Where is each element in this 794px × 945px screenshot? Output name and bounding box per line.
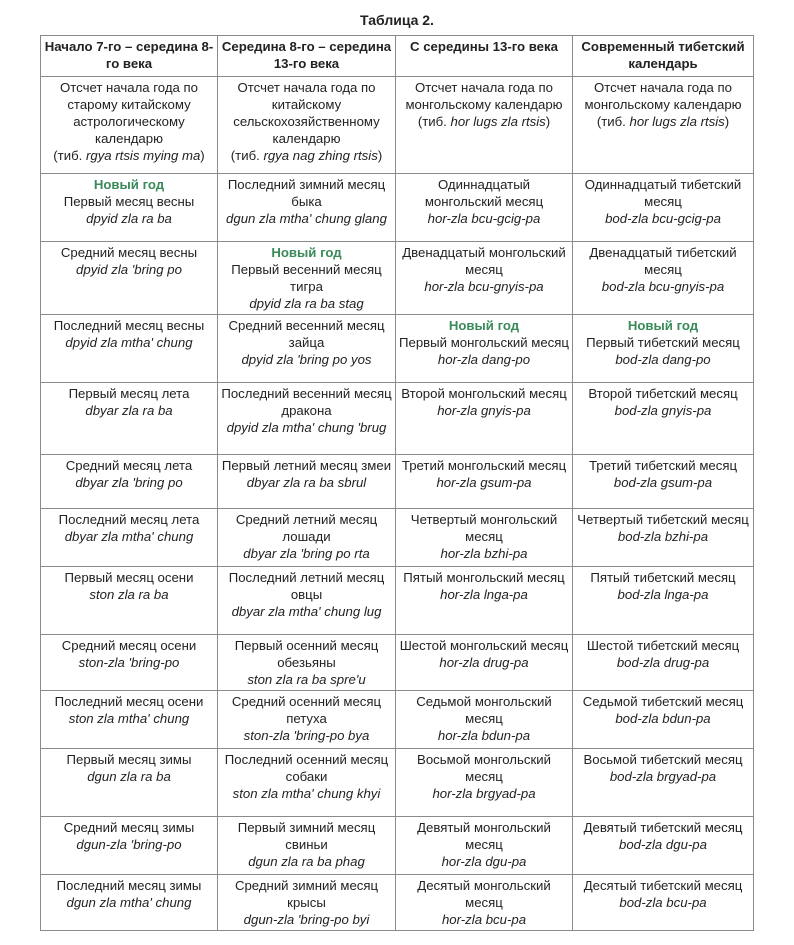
table-cell bbox=[218, 509, 396, 567]
cell-text: Первый месяц весны bbox=[63, 194, 195, 209]
cell-text: Четвертый тибетский месяц bbox=[577, 512, 749, 527]
cell-text: Двенадцатый тибетский месяц bbox=[589, 245, 737, 277]
cell-translit: hor-zla bdun-pa bbox=[437, 728, 531, 743]
cell-text: Первый месяц лета bbox=[68, 386, 190, 401]
cell-text: Шестой монгольский месяц bbox=[399, 638, 569, 653]
table-cell bbox=[396, 875, 573, 931]
table-cell bbox=[396, 817, 573, 875]
cell-translit: hor-zla drug-pa bbox=[439, 655, 529, 670]
cell-translit: dpyid zla mtha' chung bbox=[65, 335, 193, 350]
table-row bbox=[41, 242, 754, 315]
new-year-label: Новый год bbox=[271, 245, 342, 260]
cell-text: Отсчет начала года по монгольскому календарю bbox=[584, 80, 742, 112]
cell-text: Средний летний месяц лошади bbox=[235, 512, 378, 544]
table-cell bbox=[41, 242, 218, 315]
table-cell bbox=[41, 174, 218, 242]
table-cell bbox=[41, 817, 218, 875]
cell-text: Шестой тибетский месяц bbox=[586, 638, 740, 653]
table-cell bbox=[218, 242, 396, 315]
header-cell: С середины 13-го века bbox=[396, 36, 573, 77]
cell-translit: dgun zla mtha' chung glang bbox=[226, 211, 387, 226]
cell-translit: dgun zla ra ba phag bbox=[248, 854, 365, 869]
table-cell bbox=[573, 315, 754, 383]
cell-translit: dgun zla ra ba bbox=[87, 769, 171, 784]
cell-translit: bod-zla dang-po bbox=[615, 352, 711, 367]
cell-text: Третий монгольский месяц bbox=[401, 458, 567, 473]
table-cell bbox=[218, 383, 396, 455]
cell-text: Второй монгольский месяц bbox=[401, 386, 567, 401]
table-cell bbox=[41, 749, 218, 817]
cell-text: Первый монгольский месяц bbox=[399, 335, 569, 350]
cell-translit: dgun-zla 'bring-po byi bbox=[243, 912, 370, 927]
table-row bbox=[41, 455, 754, 509]
cell-translit: ston zla mtha' chung bbox=[68, 711, 190, 726]
table-cell bbox=[573, 635, 754, 691]
cell-text: Первый весенний месяц тигра bbox=[231, 262, 382, 294]
cell-translit: bod-zla dgu-pa bbox=[619, 837, 707, 852]
cell-translit: (тиб. rgya nag zhing rtsis) bbox=[230, 148, 383, 163]
cell-translit: dpyid zla ra ba bbox=[86, 211, 172, 226]
table-row bbox=[41, 817, 754, 875]
table-cell bbox=[41, 455, 218, 509]
table-cell bbox=[41, 509, 218, 567]
table-row bbox=[41, 875, 754, 931]
cell-translit: dbyar zla mtha' chung lug bbox=[231, 604, 382, 619]
cell-translit: hor-zla brgyad-pa bbox=[432, 786, 536, 801]
cell-text: Последний месяц зимы bbox=[56, 878, 202, 893]
table-cell bbox=[396, 509, 573, 567]
cell-text: Средний месяц осени bbox=[61, 638, 197, 653]
intro-row bbox=[41, 77, 754, 174]
cell-text: Одиннадцатый тибетский месяц bbox=[584, 177, 742, 209]
cell-text: Десятый монгольский месяц bbox=[417, 878, 551, 910]
cell-text: Восьмой тибетский месяц bbox=[583, 752, 743, 767]
cell-text: Первый осенний месяц обезьяны bbox=[234, 638, 379, 670]
table-row bbox=[41, 749, 754, 817]
cell-translit: bod-zla lnga-pa bbox=[617, 587, 709, 602]
table-cell bbox=[218, 315, 396, 383]
table-caption: Таблица 2. bbox=[360, 12, 434, 28]
table-row bbox=[41, 567, 754, 635]
cell-translit: dpyid zla 'bring po yos bbox=[241, 352, 372, 367]
table-cell bbox=[573, 691, 754, 749]
cell-text: Средний зимний месяц крысы bbox=[234, 878, 379, 910]
cell-text: Первый месяц зимы bbox=[66, 752, 192, 767]
table-cell bbox=[573, 817, 754, 875]
header-cell: Начало 7-го – середина 8-го века bbox=[41, 36, 218, 77]
header-cell: Середина 8-го – середина 13-го века bbox=[218, 36, 396, 77]
table-cell bbox=[573, 242, 754, 315]
table-cell bbox=[218, 817, 396, 875]
cell-translit: dpyid zla 'bring po bbox=[76, 262, 182, 277]
table-cell bbox=[573, 455, 754, 509]
new-year-label: Новый год bbox=[627, 318, 699, 333]
table-cell bbox=[218, 77, 396, 174]
table-cell bbox=[396, 77, 573, 174]
table-cell bbox=[41, 691, 218, 749]
table-row bbox=[41, 635, 754, 691]
cell-translit: hor-zla gnyis-pa bbox=[437, 403, 531, 418]
table-cell bbox=[396, 635, 573, 691]
table-cell bbox=[41, 77, 218, 174]
cell-translit: bod-zla bzhi-pa bbox=[617, 529, 709, 544]
header-row bbox=[41, 36, 754, 77]
cell-text: Двенадцатый монгольский месяц bbox=[402, 245, 566, 277]
cell-translit: bod-zla gnyis-pa bbox=[614, 403, 712, 418]
cell-text: Последний летний месяц овцы bbox=[228, 570, 385, 602]
cell-translit: bod-zla brgyad-pa bbox=[609, 769, 717, 784]
cell-text: Седьмой тибетский месяц bbox=[582, 694, 744, 709]
cell-text: Отсчет начала года по монгольскому календарю bbox=[405, 80, 563, 112]
cell-translit: ston zla mtha' chung khyi bbox=[232, 786, 381, 801]
table-cell bbox=[573, 77, 754, 174]
cell-translit: dbyar zla 'bring po rta bbox=[243, 546, 370, 561]
cell-text: Последний месяц осени bbox=[54, 694, 204, 709]
cell-translit: bod-zla bdun-pa bbox=[615, 711, 711, 726]
table-cell bbox=[396, 315, 573, 383]
table-cell bbox=[41, 315, 218, 383]
cell-text: Пятый тибетский месяц bbox=[590, 570, 736, 585]
table-row bbox=[41, 383, 754, 455]
cell-translit: dbyar zla 'bring po bbox=[75, 475, 183, 490]
header-cell: Современный тибетский календарь bbox=[573, 36, 754, 77]
cell-translit: bod-zla drug-pa bbox=[616, 655, 710, 670]
table-cell bbox=[573, 174, 754, 242]
cell-text: Последний зимний месяц быка bbox=[227, 177, 386, 209]
table-cell bbox=[41, 875, 218, 931]
table-cell bbox=[396, 174, 573, 242]
cell-text: Седьмой монгольский месяц bbox=[416, 694, 552, 726]
table-cell bbox=[218, 174, 396, 242]
table-cell bbox=[218, 635, 396, 691]
table-row bbox=[41, 691, 754, 749]
table-cell bbox=[218, 567, 396, 635]
table-cell bbox=[573, 875, 754, 931]
cell-text: Последний месяц весны bbox=[53, 318, 205, 333]
cell-translit: bod-zla bcu-pa bbox=[619, 895, 707, 910]
cell-text: Первый летний месяц змеи bbox=[221, 458, 392, 473]
cell-translit: dgun-zla 'bring-po bbox=[76, 837, 182, 852]
table-row bbox=[41, 174, 754, 242]
cell-text: Первый тибетский месяц bbox=[586, 335, 740, 350]
table-cell bbox=[41, 383, 218, 455]
cell-text: Девятый тибетский месяц bbox=[583, 820, 743, 835]
new-year-label: Новый год bbox=[448, 318, 520, 333]
cell-text: Средний месяц зимы bbox=[63, 820, 195, 835]
cell-text: Отсчет начала года по старому китайскому астрологическому календарю bbox=[59, 80, 199, 146]
cell-translit: (тиб. hor lugs zla rtsis) bbox=[596, 114, 730, 129]
table-cell bbox=[396, 749, 573, 817]
cell-translit: hor-zla bcu-gcig-pa bbox=[427, 211, 541, 226]
table-cell bbox=[41, 635, 218, 691]
table-cell bbox=[218, 749, 396, 817]
cell-translit: hor-zla bcu-gnyis-pa bbox=[424, 279, 544, 294]
table-cell bbox=[396, 383, 573, 455]
cell-translit: ston-zla 'bring-po bya bbox=[243, 728, 370, 743]
cell-translit: dbyar zla mtha' chung bbox=[64, 529, 194, 544]
cell-text: Восьмой монгольский месяц bbox=[417, 752, 551, 784]
new-year-label: Новый год bbox=[93, 177, 165, 192]
cell-translit: dpyid zla mtha' chung 'brug bbox=[226, 420, 387, 435]
cell-translit: hor-zla lnga-pa bbox=[440, 587, 528, 602]
cell-translit: dbyar zla ra ba bbox=[85, 403, 173, 418]
cell-translit: ston-zla 'bring-po bbox=[78, 655, 180, 670]
cell-text: Последний месяц лета bbox=[58, 512, 200, 527]
cell-text: Последний осенний месяц собаки bbox=[224, 752, 389, 784]
cell-translit: hor-zla dgu-pa bbox=[441, 854, 527, 869]
table-cell bbox=[396, 567, 573, 635]
table-cell bbox=[218, 691, 396, 749]
table-cell bbox=[41, 567, 218, 635]
cell-text: Десятый тибетский месяц bbox=[583, 878, 743, 893]
cell-text: Девятый монгольский месяц bbox=[417, 820, 551, 852]
cell-text: Средний месяц весны bbox=[60, 245, 198, 260]
table-cell bbox=[218, 455, 396, 509]
cell-translit: dbyar zla ra ba sbrul bbox=[246, 475, 367, 490]
cell-text: Последний весенний месяц дракона bbox=[221, 386, 392, 418]
cell-translit: dgun zla mtha' chung bbox=[66, 895, 192, 910]
table-cell bbox=[396, 455, 573, 509]
table-cell bbox=[396, 691, 573, 749]
cell-translit: ston zla ra ba spre'u bbox=[247, 672, 366, 687]
table-cell bbox=[573, 509, 754, 567]
cell-translit: bod-zla bcu-gcig-pa bbox=[605, 211, 721, 226]
cell-translit: bod-zla gsum-pa bbox=[613, 475, 713, 490]
calendar-table bbox=[40, 35, 754, 931]
cell-translit: dpyid zla ra ba stag bbox=[249, 296, 364, 311]
cell-text: Одиннадцатый монгольский месяц bbox=[424, 177, 544, 209]
cell-text: Первый зимний месяц свиньи bbox=[237, 820, 376, 852]
table-cell bbox=[573, 749, 754, 817]
cell-text: Средний месяц лета bbox=[65, 458, 193, 473]
cell-text: Отсчет начала года по китайскому сельскохозяйственному календарю bbox=[233, 80, 380, 146]
cell-text: Второй тибетский месяц bbox=[588, 386, 738, 401]
table-cell bbox=[396, 242, 573, 315]
cell-translit: ston zla ra ba bbox=[89, 587, 169, 602]
table-row bbox=[41, 315, 754, 383]
table-row bbox=[41, 509, 754, 567]
cell-text: Пятый монгольский месяц bbox=[403, 570, 565, 585]
cell-text: Первый месяц осени bbox=[64, 570, 194, 585]
cell-translit: bod-zla bcu-gnyis-pa bbox=[601, 279, 725, 294]
cell-translit: hor-zla gsum-pa bbox=[436, 475, 532, 490]
cell-text: Третий тибетский месяц bbox=[588, 458, 738, 473]
cell-translit: hor-zla bcu-pa bbox=[441, 912, 527, 927]
table-cell bbox=[573, 383, 754, 455]
cell-translit: (тиб. rgya rtsis mying ma) bbox=[53, 148, 205, 163]
cell-text: Средний весенний месяц зайца bbox=[228, 318, 385, 350]
cell-text: Средний осенний месяц петуха bbox=[231, 694, 382, 726]
cell-translit: hor-zla dang-po bbox=[437, 352, 531, 367]
table-cell bbox=[218, 875, 396, 931]
cell-text: Четвертый монгольский месяц bbox=[410, 512, 558, 544]
cell-translit: hor-zla bzhi-pa bbox=[440, 546, 528, 561]
cell-translit: (тиб. hor lugs zla rtsis) bbox=[417, 114, 551, 129]
table-cell bbox=[573, 567, 754, 635]
